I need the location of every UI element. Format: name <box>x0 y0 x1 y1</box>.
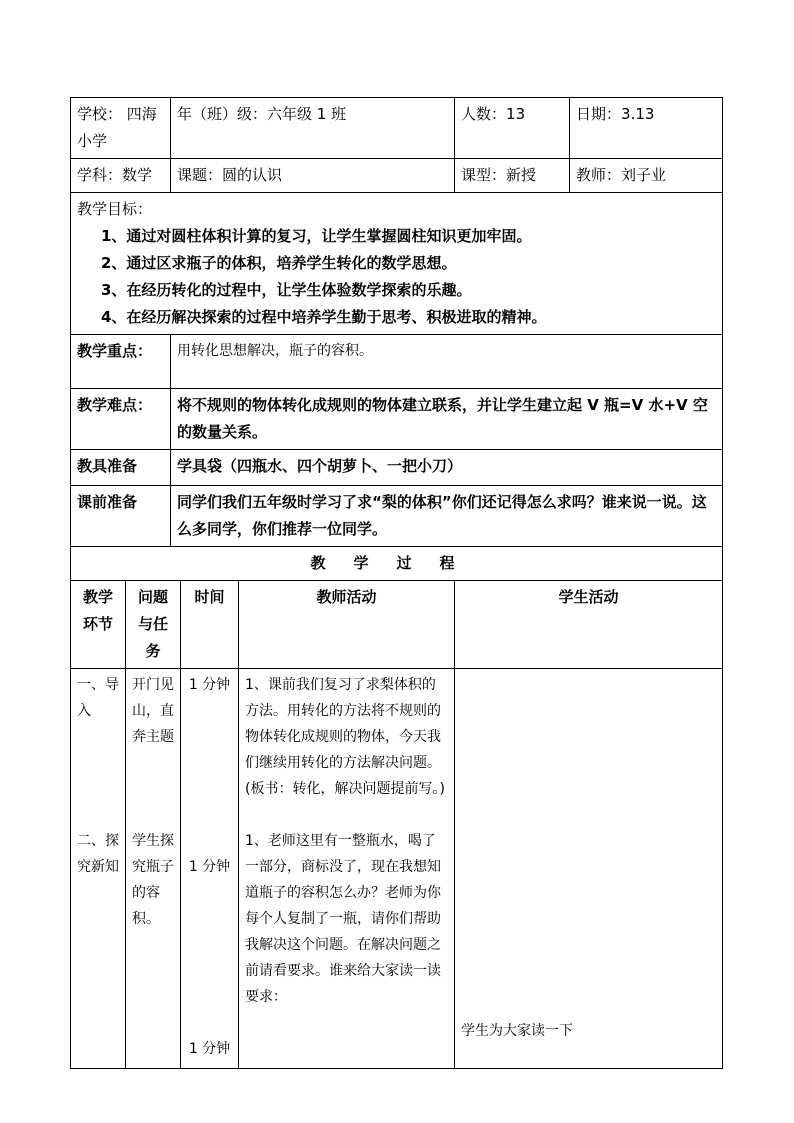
type-cell: 课型：新授 <box>455 159 570 193</box>
teacher-activity-cell <box>239 669 455 1069</box>
teacher-activity-explore: 1、老师这里有一整瓶水，喝了一部分，商标没了，现在我想知道瓶子的容积怎么办？老师为你每个人复制了一瓶，请你们帮助我解决这个问题。在解决问题之前请看要求。谁来给大家读一读要求： <box>245 833 441 1005</box>
grade-cell: 年（班）级：六年级 1 班 <box>171 98 455 159</box>
stage-cell <box>71 669 126 1069</box>
task-explore: 学生探究瓶子的容积。 <box>132 833 174 927</box>
date-cell: 日期：3.13 <box>570 98 723 159</box>
teacher-cell: 教师：刘子业 <box>570 159 723 193</box>
prep-text: 同学们我们五年级时学习了求“梨的体积”你们还记得怎么求吗？谁来说一说。这么多同学，你们推荐一位同学。 <box>171 486 723 547</box>
objective-item: 1、通过对圆柱体积计算的复习，让学生掌握圆柱知识更加牢固。 <box>101 227 532 245</box>
teacher-activity-header: 教师活动 <box>239 581 455 669</box>
lesson-plan-table <box>70 97 723 1069</box>
tools-label: 教具准备 <box>71 450 171 486</box>
teacher-activity-intro: 1、课前我们复习了求梨体积的方法。用转化的方法将不规则的物体转化成规则的物体，今天我们继续用转化的方法解决问题。(板书：转化，解决问题提前写。) <box>245 677 445 797</box>
stage-header: 教学环节 <box>71 581 126 669</box>
objectives-label: 教学目标： <box>77 200 153 218</box>
student-activity-cell: 学生为大家读一下 <box>455 669 723 1069</box>
difficulty-label: 教学难点： <box>71 389 171 450</box>
time-read: 1 分钟 <box>188 1041 231 1057</box>
process-title: 教学过程 <box>71 547 723 581</box>
difficulty-text: 将不规则的物体转化成规则的物体建立联系，并让学生建立起 V 瓶=V 水+V 空的数量关系。 <box>171 389 723 450</box>
time-header: 时间 <box>181 581 239 669</box>
objective-item: 3、在经历转化的过程中，让学生体验数学探索的乐趣。 <box>101 281 472 299</box>
prep-label: 课前准备 <box>71 486 171 547</box>
task-intro: 开门见山，直奔主题 <box>132 677 174 745</box>
school-cell: 学校： 四海小学 <box>71 98 171 159</box>
time-explore: 1 分钟 <box>188 859 231 875</box>
stage-explore: 二、探究新知 <box>77 833 119 875</box>
count-cell: 人数：13 <box>455 98 570 159</box>
subject-cell: 学科：数学 <box>71 159 171 193</box>
key-point-text: 用转化思想解决，瓶子的容积。 <box>171 335 723 389</box>
lesson-plan <box>70 97 722 1069</box>
time-intro: 1 分钟 <box>188 677 231 693</box>
task-cell <box>126 669 181 1069</box>
objective-item: 4、在经历解决探索的过程中培养学生勤于思考、积极进取的精神。 <box>101 308 547 326</box>
tools-text: 学具袋（四瓶水、四个胡萝卜、一把小刀） <box>171 450 723 486</box>
objectives-cell <box>71 193 723 335</box>
topic-cell: 课题：圆的认识 <box>171 159 455 193</box>
stage-intro: 一、导入 <box>77 677 119 719</box>
student-activity-header: 学生活动 <box>455 581 723 669</box>
objective-item: 2、通过区求瓶子的体积，培养学生转化的数学思想。 <box>101 254 457 272</box>
key-point-label: 教学重点： <box>71 335 171 389</box>
time-cell <box>181 669 239 1069</box>
task-header: 问题与任务 <box>126 581 181 669</box>
